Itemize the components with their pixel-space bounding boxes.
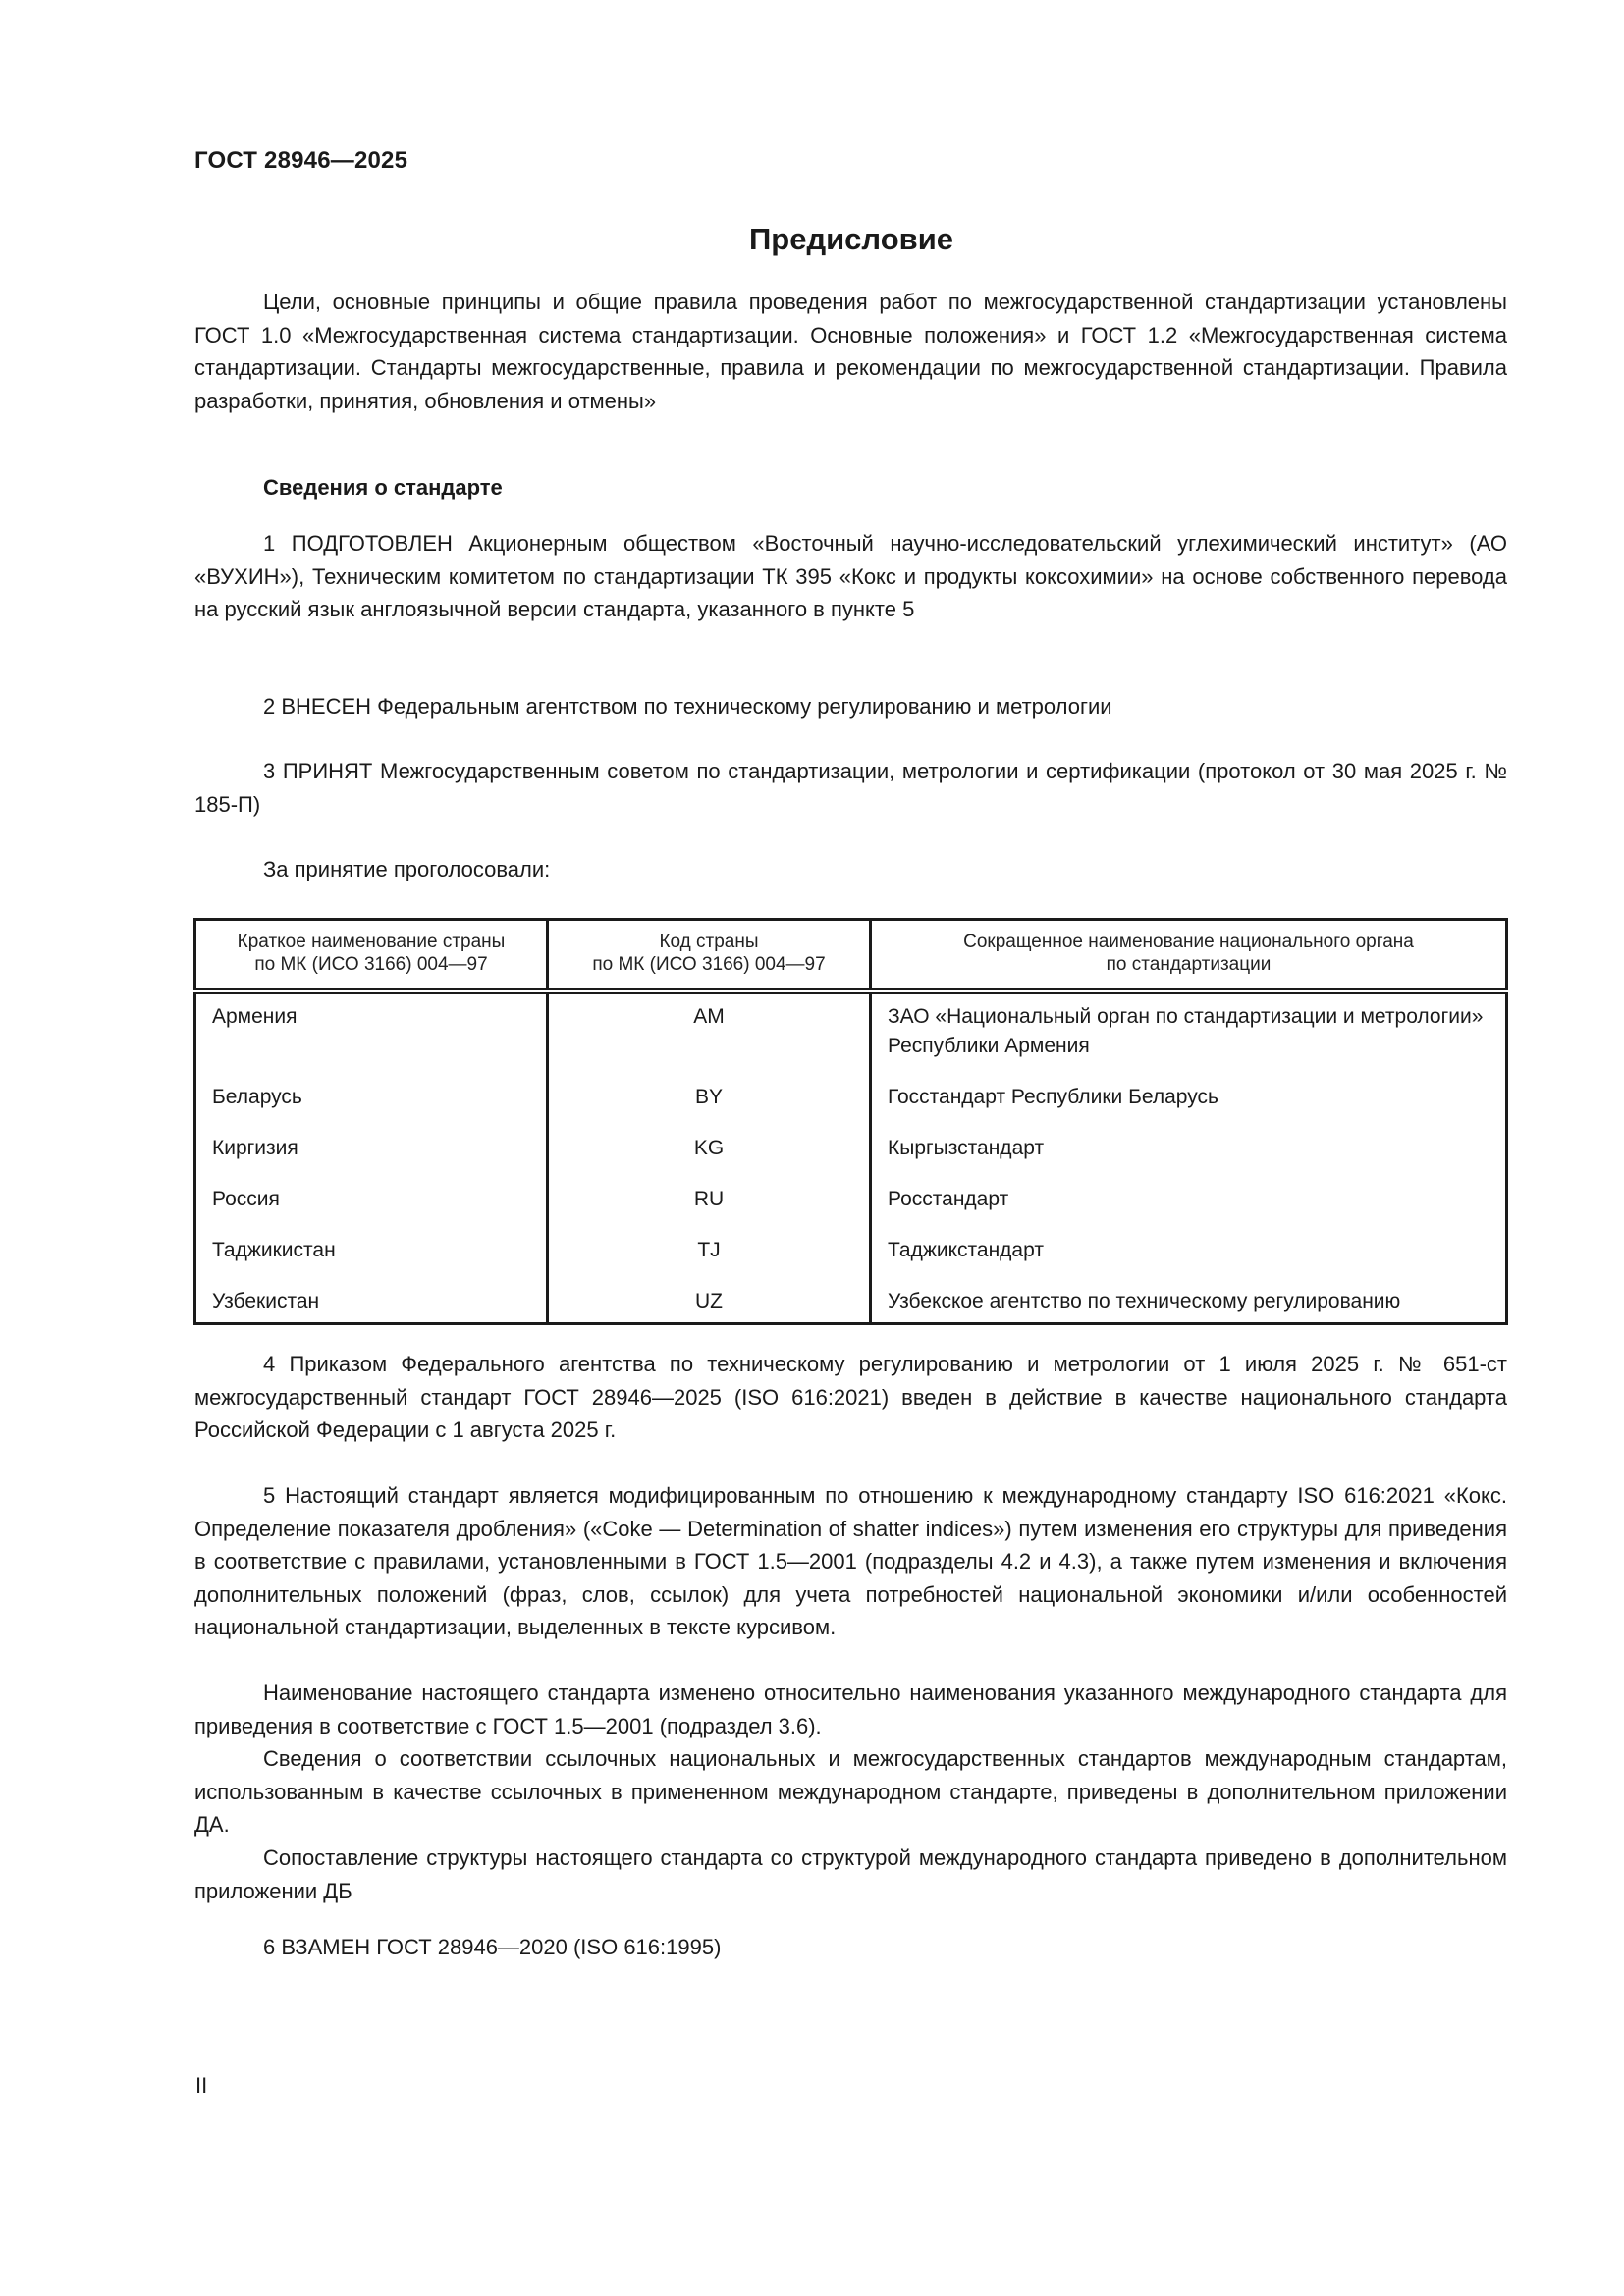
item-1-paragraph: 1 ПОДГОТОВЛЕН Акционерным обществом «Восточный научно-исследовательский углехимический институт» (АО «ВУХИН»), Техническим комитетом по стандартизации ТК 395 «Кокс и продукты коксохимии» на основе собственного перевода на русский язык англоязычной версии стандарта, указанного в пункте 5 (194, 531, 1507, 621)
section-subheading: Сведения о стандарте (263, 475, 503, 500)
table-row (195, 1285, 1507, 1324)
cell-country: Киргизия (195, 1132, 548, 1183)
item-5-references-paragraph: Сведения о соответствии ссылочных национальных и межгосударственных стандартов международным стандартам, использованным в качестве ссылочных в примененном международном стандарте, приведены в дополнительном приложении ДА. (194, 1746, 1507, 1837)
header-country-code: Код страны по МК (ИСО 3166) 004—97 (548, 920, 871, 992)
item-4-paragraph: 4 Приказом Федерального агентства по техническому регулированию и метрологии от 1 июля 2025 г. № 651-ст межгосударственный стандарт ГОСТ 28946—2025 (ISO 616:2021) введен в действие в качестве национального стандарта Российской Федерации с 1 августа 2025 г. (194, 1352, 1507, 1442)
header-country-name: Краткое наименование страны по МК (ИСО 3166) 004—97 (195, 920, 548, 992)
table-header-row (195, 920, 1507, 992)
item-5-name-change-paragraph: Наименование настоящего стандарта изменено относительно наименования указанного международного стандарта для приведения в соответствие с ГОСТ 1.5—2001 (подраздел 3.6). (194, 1681, 1507, 1738)
page-title: Предисловие (748, 222, 953, 256)
table-row (195, 991, 1507, 1081)
cell-body: Таджикстандарт (871, 1234, 1507, 1285)
cell-code: AM (548, 991, 871, 1081)
cell-body: Кыргызстандарт (871, 1132, 1507, 1183)
table-row (195, 1234, 1507, 1285)
cell-country: Узбекистан (195, 1285, 548, 1324)
cell-code: KG (548, 1132, 871, 1183)
cell-code: UZ (548, 1285, 871, 1324)
item-2-paragraph: 2 ВНЕСЕН Федеральным агентством по техническому регулированию и метрологии (263, 694, 1112, 719)
item-6-paragraph: 6 ВЗАМЕН ГОСТ 28946—2020 (ISO 616:1995) (263, 1935, 722, 1959)
intro-paragraph: Цели, основные принципы и общие правила проведения работ по межгосударственной стандартизации установлены ГОСТ 1.0 «Межгосударственная система стандартизации. Основные положения» и ГОСТ 1.2 «Межгосударственная система стандартизации. Стандарты межгосударственные, правила и рекомендации по межгосударственной стандартизации. Правила разработки, принятия, обновления и отмены» (194, 290, 1507, 413)
cell-code: RU (548, 1183, 871, 1234)
cell-country: Россия (195, 1183, 548, 1234)
cell-body: Узбекское агентство по техническому регулированию (871, 1285, 1507, 1324)
cell-country: Беларусь (195, 1081, 548, 1132)
voting-countries-table (193, 918, 1508, 1325)
cell-body: Госстандарт Республики Беларусь (871, 1081, 1507, 1132)
table-row (195, 1081, 1507, 1132)
cell-code: BY (548, 1081, 871, 1132)
header-national-body: Сокращенное наименование национального органа по стандартизации (871, 920, 1507, 992)
cell-country: Армения (195, 991, 548, 1081)
voted-label: За принятие проголосовали: (263, 857, 551, 881)
cell-body: Росстандарт (871, 1183, 1507, 1234)
item-3-paragraph: 3 ПРИНЯТ Межгосударственным советом по стандартизации, метрологии и сертификации (протокол от 30 мая 2025 г. № 185-П) (194, 759, 1507, 817)
cell-body: ЗАО «Национальный орган по стандартизации и метрологии» Республики Армения (871, 991, 1507, 1081)
cell-code: TJ (548, 1234, 871, 1285)
table-row (195, 1132, 1507, 1183)
cell-country: Таджикистан (195, 1234, 548, 1285)
document-code: ГОСТ 28946—2025 (194, 147, 408, 174)
table-row (195, 1183, 1507, 1234)
page-number: II (195, 2073, 208, 2098)
item-5-paragraph: 5 Настоящий стандарт является модифицированным по отношению к международному стандарту ISO 616:2021 «Кокс. Определение показателя дробления» («Coke — Determination of shatter indices») путем изменения его структуры для приведения в соответствие с правилами, установленными в ГОСТ 1.5—2001 (подразделы 4.2 и 4.3), а также путем изменения и включения дополнительных положений (фраз, слов, ссылок) для учета потребностей национальной экономики и/или особенностей национальной стандартизации, выделенных в тексте курсивом. (194, 1483, 1507, 1639)
item-5-structure-paragraph: Сопоставление структуры настоящего стандарта со структурой международного стандарта приведено в дополнительном приложении ДБ (194, 1845, 1507, 1903)
